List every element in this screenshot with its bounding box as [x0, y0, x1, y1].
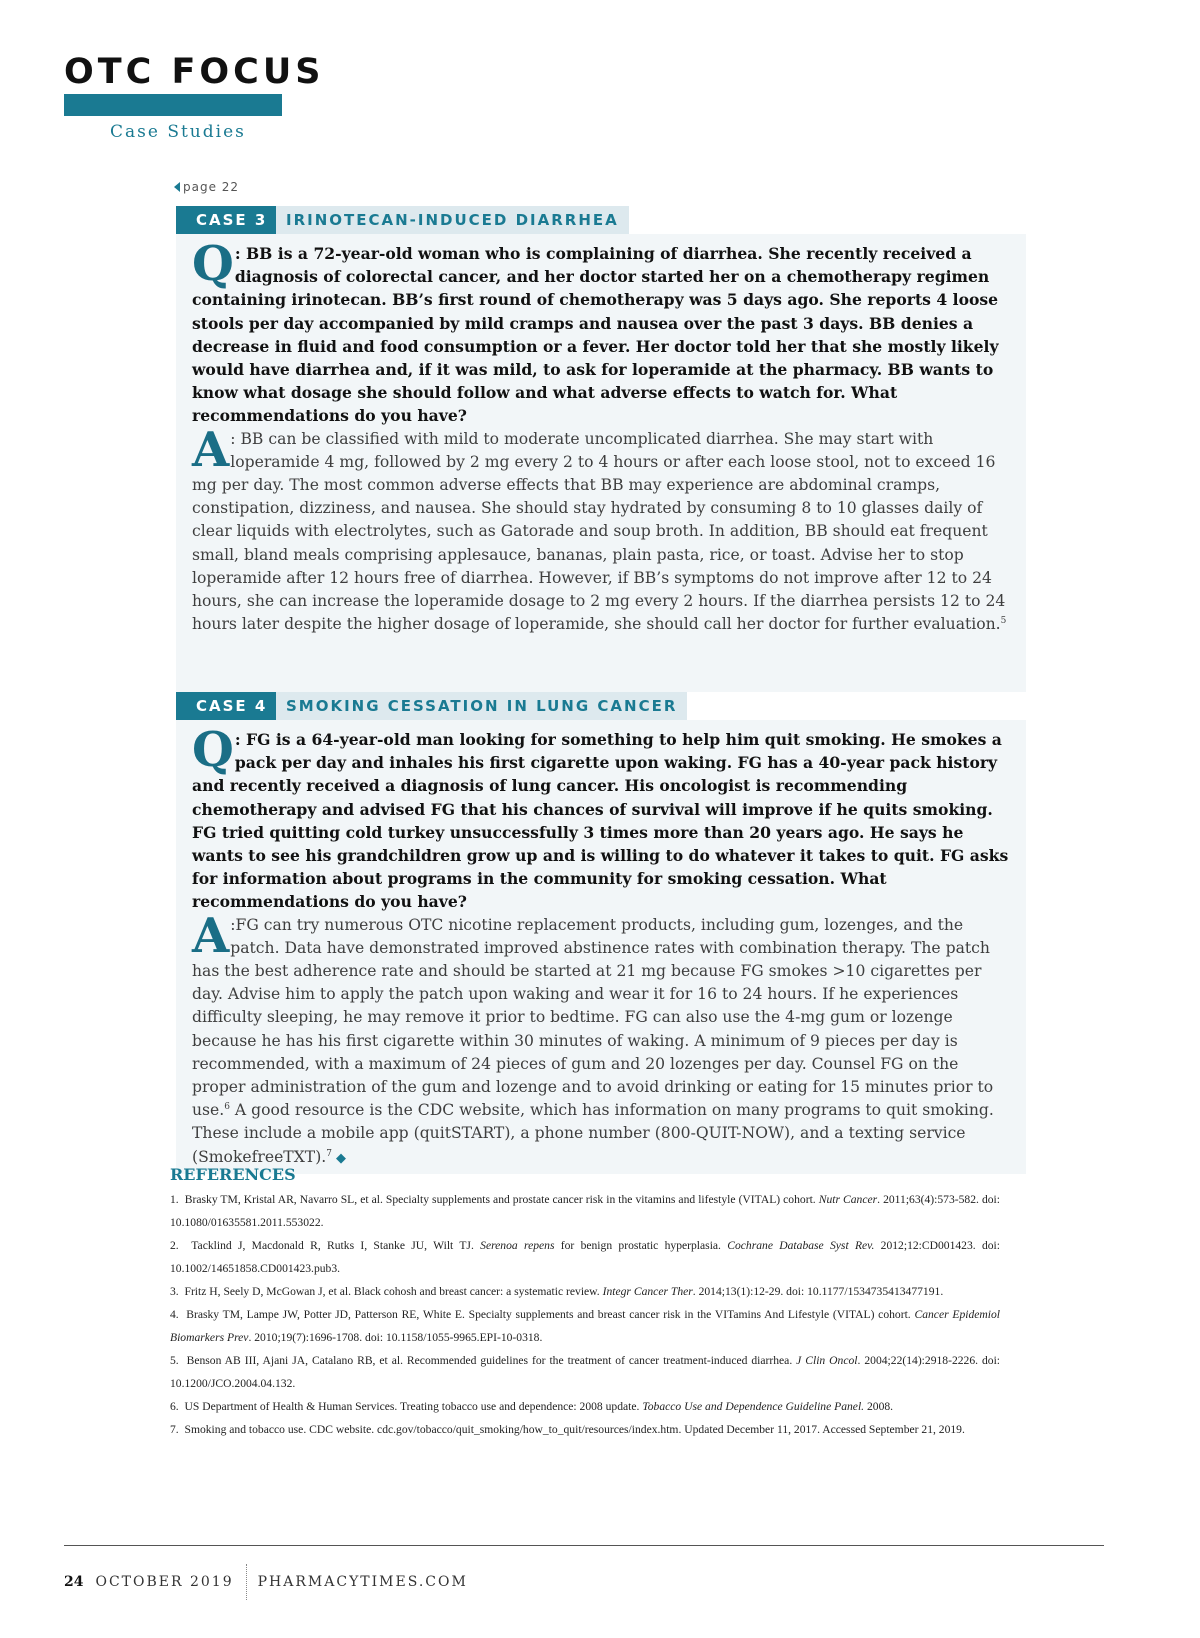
case-3-answer [192, 421, 1014, 637]
reference-text: US Department of Health & Human Services. Treating tobacco use and dependence: 2008 update. [184, 1400, 643, 1413]
case-4-answer-text-1: :FG can try numerous OTC nicotine replacement products, including gum, lozenges, and the patch. Data have demonstrated improved abstinence rates with combination therapy. The patch has the best adherence rate and should be started at 21 mg because FG smokes >10 cigarettes per day. Advise him to apply the patch upon waking and wear it for 16 to 24 hours. If he experiences difficulty sleeping, he may remove it prior to bedtime. FG can also use the 4-mg gum or lozenge because he has his first cigarette within 30 minutes of waking. A minimum of 9 pieces per day is recommended, with a maximum of 24 pieces of gum and 20 lozenges per day. Counsel FG on the proper administration of the gum and lozenge and to avoid drinking or eating for 15 minutes prior to use. [192, 915, 994, 1120]
case-4-answer [192, 907, 1014, 1170]
answer-dropcap: A [192, 421, 230, 478]
references [170, 1164, 1000, 1441]
reference-number: 6. [170, 1400, 179, 1413]
footer-divider [246, 1564, 248, 1600]
reference-text: . 2011;63(4):573-582. doi: 10.1080/01635581.2011.553022. [170, 1193, 1000, 1229]
reference-marker[interactable]: 5 [1000, 616, 1007, 627]
reference-text: 2008. [864, 1400, 894, 1413]
case-3-question-text: : BB is a 72-year-old woman who is complaining of diarrhea. She recently received a diagnosis of colorectal cancer, and her doctor started her on a chemotherapy regimen containing irinotecan. BB’s first round of chemotherapy was 5 days ago. She reports 4 loose stools per day accompanied by mild cramps and nausea over the past 3 days. BB denies a decrease in fluid and food consumption or a fever. Her doctor told her that she mostly likely would have diarrhea and, if it was mild, to ask for loperamide at the pharmacy. BB wants to know what dosage she should follow and what adverse effects to watch for. What recommendations do you have? [192, 244, 999, 426]
case-3-question [192, 236, 1014, 428]
section-title: OTC FOCUS [64, 52, 325, 92]
continued-label: page 22 [183, 180, 240, 194]
section-subtitle: Case Studies [110, 122, 246, 142]
reference-item [170, 1280, 1000, 1303]
reference-text: Benson AB III, Ajani JA, Catalano RB, et al. Recommended guidelines for the treatment of cancer treatment-induced diarrhea. [186, 1354, 797, 1367]
case-3 [176, 206, 1026, 692]
question-dropcap: Q [192, 722, 234, 778]
reference-text: . 2014;13(1):12-29. doi: 10.1177/1534735413477191. [692, 1285, 944, 1298]
case-4-label: CASE 4 [176, 692, 276, 720]
reference-text: 2012;12:CD001423. doi: 10.1002/14651858.CD001423.pub3. [170, 1239, 1000, 1275]
reference-list [170, 1188, 1000, 1441]
end-mark-icon: ◆ [335, 1150, 346, 1166]
footer [64, 1564, 468, 1600]
case-4-question-text: : FG is a 64-year-old man looking for something to help him quit smoking. He smokes a pack per day and inhales his first cigarette upon waking. FG has a 40-year pack history and recently received a diagnosis of lung cancer. His oncologist is recommending chemotherapy and advised FG that his chances of survival will improve if he quits smoking. FG tried quitting cold turkey unsuccessfully 3 times more than 20 years ago. He says he wants to see his grandchildren grow up and is willing to do whatever it takes to quit. FG asks for information about programs in the community for smoking cessation. What recommendations do you have? [192, 730, 1009, 912]
back-arrow-icon [174, 182, 180, 192]
reference-text: . 2004;22(14):2918-2226. doi: 10.1200/JCO.2004.04.132. [170, 1354, 1001, 1390]
reference-text: Tacklind J, Macdonald R, Rutks I, Stanke JU, Wilt TJ. [191, 1239, 481, 1252]
case-3-header [176, 206, 1026, 234]
reference-journal: Cochrane Database Syst Rev. [727, 1239, 875, 1252]
case-3-body [176, 234, 1026, 692]
reference-journal: Integr Cancer Ther [602, 1285, 693, 1298]
reference-text: Fritz H, Seely D, McGowan J, et al. Black cohosh and breast cancer: a systematic review. [184, 1285, 603, 1298]
issue-date: OCTOBER 2019 [95, 1574, 234, 1590]
footer-rule [64, 1545, 1104, 1546]
case-3-title: IRINOTECAN-INDUCED DIARRHEA [276, 206, 629, 234]
case-4-header [176, 692, 1026, 720]
page-number: 24 [64, 1574, 84, 1590]
case-4 [176, 692, 1026, 1174]
reference-text: Brasky TM, Lampe JW, Potter JD, Patterson RE, White E. Specialty supplements and breast cancer risk in the VITamins And Lifestyle (VITAL) cohort. [186, 1308, 915, 1321]
site-link[interactable]: PHARMACYTIMES.COM [257, 1574, 468, 1590]
reference-item [170, 1349, 1000, 1395]
case-4-body [176, 720, 1026, 1174]
reference-item [170, 1395, 1000, 1418]
reference-journal: Nutr Cancer [818, 1193, 878, 1206]
case-4-question [192, 722, 1014, 914]
reference-number: 3. [170, 1285, 179, 1298]
reference-journal: Tobacco Use and Dependence Guideline Panel. [642, 1400, 865, 1413]
reference-item [170, 1234, 1000, 1280]
masthead-bar [64, 94, 282, 116]
reference-journal: Cancer Epidemiol Biomarkers Prev [170, 1308, 1001, 1344]
reference-text: Smoking and tobacco use. CDC website. cdc.gov/tobacco/quit_smoking/how_to_quit/resources/index.htm. Updated December 11, 2017. Accessed September 21, 2019. [184, 1423, 965, 1436]
reference-item [170, 1188, 1000, 1234]
reference-text: . 2010;19(7):1696-1708. doi: 10.1158/1055-9965.EPI-10-0318. [248, 1331, 543, 1344]
reference-number: 4. [170, 1308, 179, 1321]
reference-text: Brasky TM, Kristal AR, Navarro SL, et al. Specialty supplements and prostate cancer risk in the vitamins and lifestyle (VITAL) cohort. [184, 1193, 819, 1206]
reference-marker[interactable]: 6 [224, 1102, 230, 1113]
reference-number: 5. [170, 1354, 179, 1367]
case-3-answer-text: : BB can be classified with mild to moderate uncomplicated diarrhea. She may start with loperamide 4 mg, followed by 2 mg every 2 to 4 hours or after each loose stool, not to exceed 16 mg per day. The most common adverse effects that BB may experience are abdominal cramps, constipation, dizziness, and nausea. She should stay hydrated by consuming 8 to 10 glasses daily of clear liquids with electrolytes, such as Gatorade and soup broth. In addition, BB should eat frequent small, bland meals comprising applesauce, bananas, plain pasta, rice, or toast. Advise her to stop loperamide after 12 hours free of diarrhea. However, if BB’s symptoms do not improve after 12 to 24 hours, she can increase the loperamide dosage to 2 mg every 2 hours. If the diarrhea persists 12 to 24 hours later despite the higher dosage of loperamide, she should call her doctor for further evaluation. [192, 429, 1006, 634]
case-4-answer-text-2: A good resource is the CDC website, which has information on many programs to quit smoking. These include a mobile app (quitSTART), a phone number (800-QUIT-NOW), and a texting service (SmokefreeTXT). [192, 1101, 994, 1166]
reference-marker[interactable]: 7 [326, 1148, 332, 1159]
answer-dropcap: A [192, 907, 230, 964]
reference-number: 2. [170, 1239, 179, 1252]
reference-number: 7. [170, 1423, 179, 1436]
references-title: REFERENCES [170, 1165, 296, 1184]
case-4-title: SMOKING CESSATION IN LUNG CANCER [276, 692, 687, 720]
reference-journal: J Clin Oncol [796, 1354, 858, 1367]
case-3-label: CASE 3 [176, 206, 276, 234]
reference-item [170, 1303, 1000, 1349]
continued-from[interactable] [174, 180, 239, 194]
reference-number: 1. [170, 1193, 179, 1206]
reference-journal: Serenoa repens [480, 1239, 555, 1252]
reference-text: for benign prostatic hyperplasia. [554, 1239, 728, 1252]
reference-item [170, 1418, 1000, 1441]
question-dropcap: Q [192, 236, 234, 292]
